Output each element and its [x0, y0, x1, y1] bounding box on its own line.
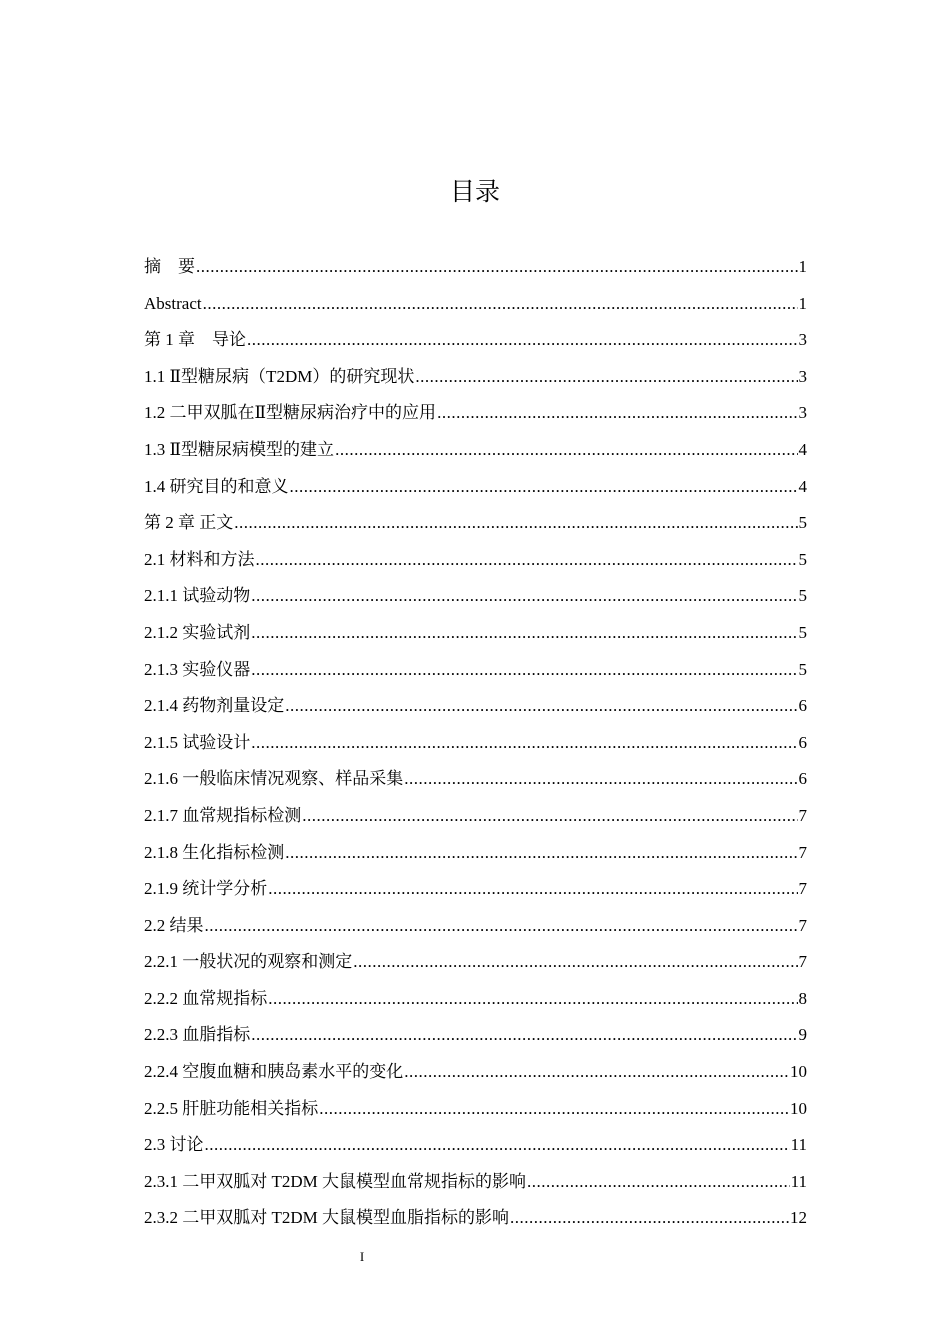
- toc-entry[interactable]: [144, 944, 807, 981]
- toc-entry-label: 1.3 Ⅱ型糖尿病模型的建立: [144, 439, 335, 459]
- toc-entry-page: 11: [790, 1135, 807, 1155]
- toc-entry-page: 7: [798, 879, 807, 899]
- toc-entry[interactable]: [144, 908, 807, 945]
- table-of-contents: [144, 249, 807, 1237]
- toc-entry[interactable]: [144, 1164, 807, 1201]
- toc-entry[interactable]: [144, 798, 807, 835]
- toc-dot-leader: [510, 1200, 789, 1237]
- toc-dot-leader: [196, 249, 798, 286]
- toc-entry[interactable]: [144, 505, 807, 542]
- toc-entry-page: 6: [798, 696, 807, 716]
- toc-entry-page: 5: [798, 586, 807, 606]
- toc-dot-leader: [335, 432, 797, 469]
- toc-entry[interactable]: [144, 835, 807, 872]
- toc-entry-label: 2.2.3 血脂指标: [144, 1025, 251, 1045]
- toc-entry[interactable]: [144, 871, 807, 908]
- toc-entry[interactable]: [144, 981, 807, 1018]
- toc-entry-page: 10: [790, 1098, 807, 1118]
- toc-entry[interactable]: [144, 1200, 807, 1237]
- toc-entry-label: 第 2 章 正文: [144, 513, 234, 533]
- toc-dot-leader: [437, 395, 797, 432]
- toc-entry[interactable]: [144, 1127, 807, 1164]
- toc-entry-page: 6: [798, 732, 807, 752]
- toc-dot-leader: [205, 1127, 790, 1164]
- toc-dot-leader: [203, 286, 798, 323]
- toc-entry-label: 2.1.6 一般临床情况观察、样品采集: [144, 769, 404, 789]
- toc-entry-page: 3: [798, 366, 807, 386]
- toc-entry-page: 1: [798, 257, 807, 276]
- toc-entry-page: 10: [790, 1062, 807, 1082]
- toc-dot-leader: [404, 761, 797, 798]
- toc-entry[interactable]: [144, 432, 807, 469]
- toc-entry[interactable]: [144, 725, 807, 762]
- toc-entry-page: 1: [798, 293, 807, 313]
- toc-entry-label: 2.1.1 试验动物: [144, 586, 251, 606]
- toc-entry-page: 11: [790, 1171, 807, 1191]
- toc-dot-leader: [251, 725, 797, 762]
- toc-entry-page: 5: [798, 513, 807, 533]
- toc-entry[interactable]: [144, 249, 807, 286]
- toc-entry-page: 8: [798, 988, 807, 1008]
- toc-entry-label: 2.2.1 一般状况的观察和测定: [144, 952, 353, 972]
- toc-dot-leader: [251, 1017, 797, 1054]
- toc-entry-label: 2.1.9 统计学分析: [144, 879, 268, 899]
- toc-entry-label: 2.3.1 二甲双胍对 T2DM 大鼠模型血常规指标的影响: [144, 1171, 527, 1191]
- toc-dot-leader: [285, 835, 797, 872]
- toc-entry-label: 2.1.5 试验设计: [144, 732, 251, 752]
- toc-entry-label: 2.1.8 生化指标检测: [144, 842, 285, 862]
- toc-entry-page: 7: [798, 842, 807, 862]
- toc-entry-page: 5: [798, 549, 807, 569]
- toc-dot-leader: [251, 652, 797, 689]
- toc-entry-page: 12: [790, 1208, 807, 1228]
- toc-dot-leader: [247, 322, 798, 359]
- toc-entry-page: 6: [798, 769, 807, 789]
- toc-entry[interactable]: [144, 615, 807, 652]
- toc-entry[interactable]: [144, 652, 807, 689]
- toc-entry[interactable]: [144, 286, 807, 323]
- toc-entry[interactable]: [144, 322, 807, 359]
- toc-entry-page: 4: [798, 439, 807, 459]
- toc-dot-leader: [319, 1091, 789, 1128]
- toc-entry-label: 2.1.2 实验试剂: [144, 622, 251, 642]
- toc-dot-leader: [256, 542, 798, 579]
- toc-dot-leader: [302, 798, 797, 835]
- toc-entry-label: 2.2.2 血常规指标: [144, 988, 268, 1008]
- toc-entry-page: 3: [798, 403, 807, 423]
- toc-dot-leader: [415, 359, 797, 396]
- toc-entry[interactable]: [144, 542, 807, 579]
- toc-entry-label: 第 1 章 导论: [144, 330, 246, 350]
- toc-entry-page: 9: [798, 1025, 807, 1045]
- toc-entry[interactable]: [144, 1017, 807, 1054]
- toc-entry-label: 2.1.7 血常规指标检测: [144, 805, 302, 825]
- toc-entry-page: 7: [798, 952, 807, 972]
- toc-entry[interactable]: [144, 469, 807, 506]
- toc-entry-label: 2.1.4 药物剂量设定: [144, 696, 285, 716]
- toc-entry-page: 3: [798, 330, 807, 350]
- toc-dot-leader: [285, 688, 797, 725]
- toc-entry-label: 1.4 研究目的和意义: [144, 476, 289, 496]
- toc-entry-label: Abstract: [144, 293, 202, 313]
- toc-entry-label: 2.2.5 肝脏功能相关指标: [144, 1098, 319, 1118]
- toc-entry-label: 1.2 二甲双胍在Ⅱ型糖尿病治疗中的应用: [144, 403, 437, 423]
- toc-entry-page: 5: [798, 622, 807, 642]
- toc-dot-leader: [205, 908, 798, 945]
- toc-entry[interactable]: [144, 688, 807, 725]
- toc-dot-leader: [268, 981, 797, 1018]
- toc-entry-label: 2.1 材料和方法: [144, 549, 255, 569]
- toc-entry[interactable]: [144, 1091, 807, 1128]
- toc-entry[interactable]: [144, 761, 807, 798]
- toc-entry-page: 5: [798, 659, 807, 679]
- toc-entry-label: 2.2 结果: [144, 915, 204, 935]
- page-number: I: [359, 1249, 365, 1264]
- toc-entry-page: 4: [798, 476, 807, 496]
- toc-dot-leader: [251, 578, 797, 615]
- toc-entry-label: 2.2.4 空腹血糖和胰岛素水平的变化: [144, 1062, 404, 1082]
- toc-title: 目录: [449, 177, 500, 206]
- toc-entry-page: 7: [798, 805, 807, 825]
- toc-dot-leader: [404, 1054, 789, 1091]
- toc-entry-page: 7: [798, 915, 807, 935]
- toc-entry[interactable]: [144, 359, 807, 396]
- toc-entry[interactable]: [144, 395, 807, 432]
- toc-dot-leader: [268, 871, 797, 908]
- toc-dot-leader: [234, 505, 797, 542]
- toc-entry-label: 2.1.3 实验仪器: [144, 659, 251, 679]
- toc-dot-leader: [527, 1164, 790, 1201]
- toc-dot-leader: [290, 469, 798, 506]
- toc-entry-label: 摘 要: [144, 257, 195, 276]
- toc-dot-leader: [353, 944, 797, 981]
- toc-entry-label: 1.1 Ⅱ型糖尿病（T2DM）的研究现状: [144, 366, 415, 386]
- toc-entry[interactable]: [144, 1054, 807, 1091]
- toc-entry-label: 2.3 讨论: [144, 1135, 204, 1155]
- toc-dot-leader: [251, 615, 797, 652]
- toc-entry[interactable]: [144, 578, 807, 615]
- toc-entry-label: 2.3.2 二甲双胍对 T2DM 大鼠模型血脂指标的影响: [144, 1208, 510, 1228]
